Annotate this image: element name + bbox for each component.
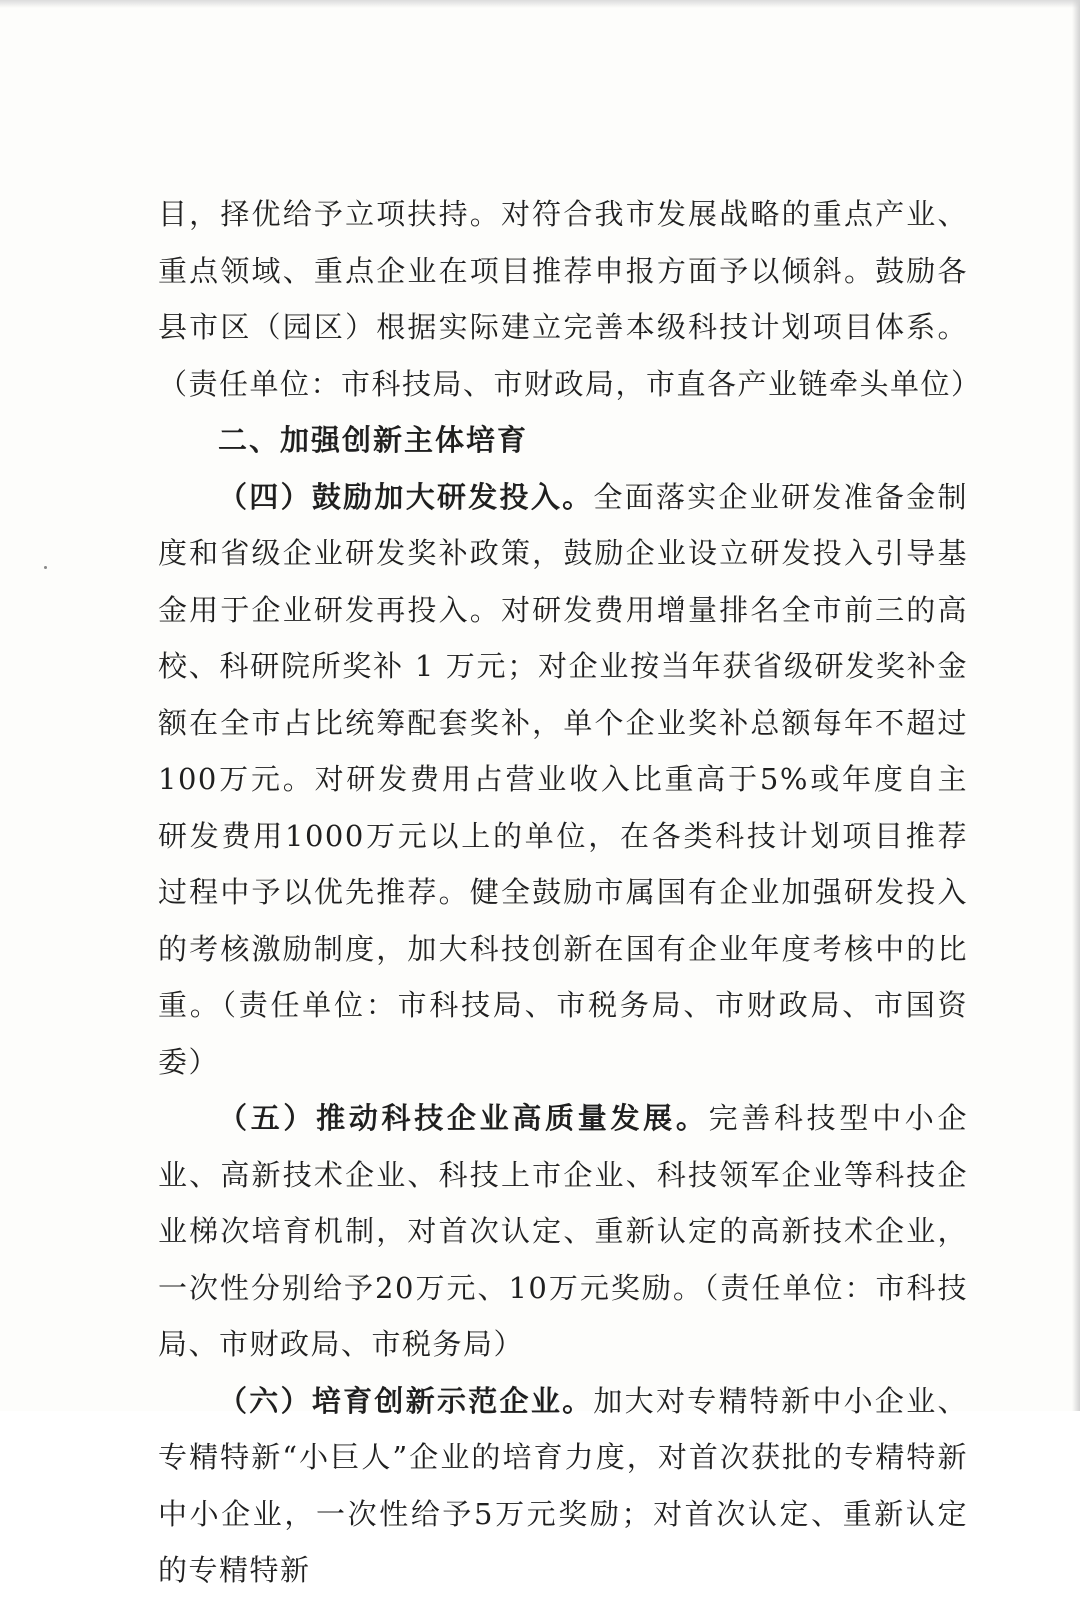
item-title-4: （四）鼓励加大研发投入。 [218, 479, 594, 514]
item-title-6: （六）培育创新示范企业。 [218, 1383, 594, 1418]
item-paragraph-4 [158, 469, 968, 1091]
continued-paragraph: 目，择优给予立项扶持。对符合我市发展战略的重点产业、重点领域、重点企业在项目推荐申报方面予以倾斜。鼓励各县市区（园区）根据实际建立完善本级科技计划项目体系。（责任单位：市科技局、市财政局，市直各产业链牵头单位） [158, 197, 982, 401]
item-body-6: 加大对专精特新中小企业、专精特新“小巨人”企业的培育力度，对首次获批的专精特新中小企业，一次性给予5万元奖励；对首次认定、重新认定的专精特新 [158, 1383, 968, 1587]
section-heading: 二、加强创新主体培育 [218, 423, 529, 457]
page-top-shadow [0, 0, 1080, 8]
item-body-4: 全面落实企业研发准备金制度和省级企业研发奖补政策，鼓励企业设立研发投入引导基金用于企业研发再投入。对研发费用增量排名全市前三的高校、科研院所奖补 1 万元；对企业按当年获省级研发奖补金额在全市占比统筹配套奖补，单个企业奖补总额每年不超过100万元。对研发费用占营业收入比重高于5%或年度自主研发费用1000万元以上的单位，在各类科技计划项目推荐过程中予以优先推荐。健全鼓励市属国有企业加强研发投入的考核激励制度，加大科技创新在国有企业年度考核中的比重。（责任单位：市科技局、市税务局、市财政局、市国资委） [158, 479, 968, 1079]
item-paragraph-6 [158, 1373, 968, 1599]
item-paragraph-5 [158, 1090, 968, 1373]
page-right-shadow [1072, 0, 1080, 1411]
scan-speck [44, 566, 47, 569]
document-body [158, 186, 982, 1599]
item-body-5: 完善科技型中小企业、高新技术企业、科技上市企业、科技领军企业等科技企业梯次培育机制，对首次认定、重新认定的高新技术企业，一次性分别给予20万元、10万元奖励。（责任单位：市科技局、市财政局、市税务局） [158, 1101, 968, 1361]
item-title-5: （五）推动科技企业高质量发展。 [218, 1101, 709, 1135]
